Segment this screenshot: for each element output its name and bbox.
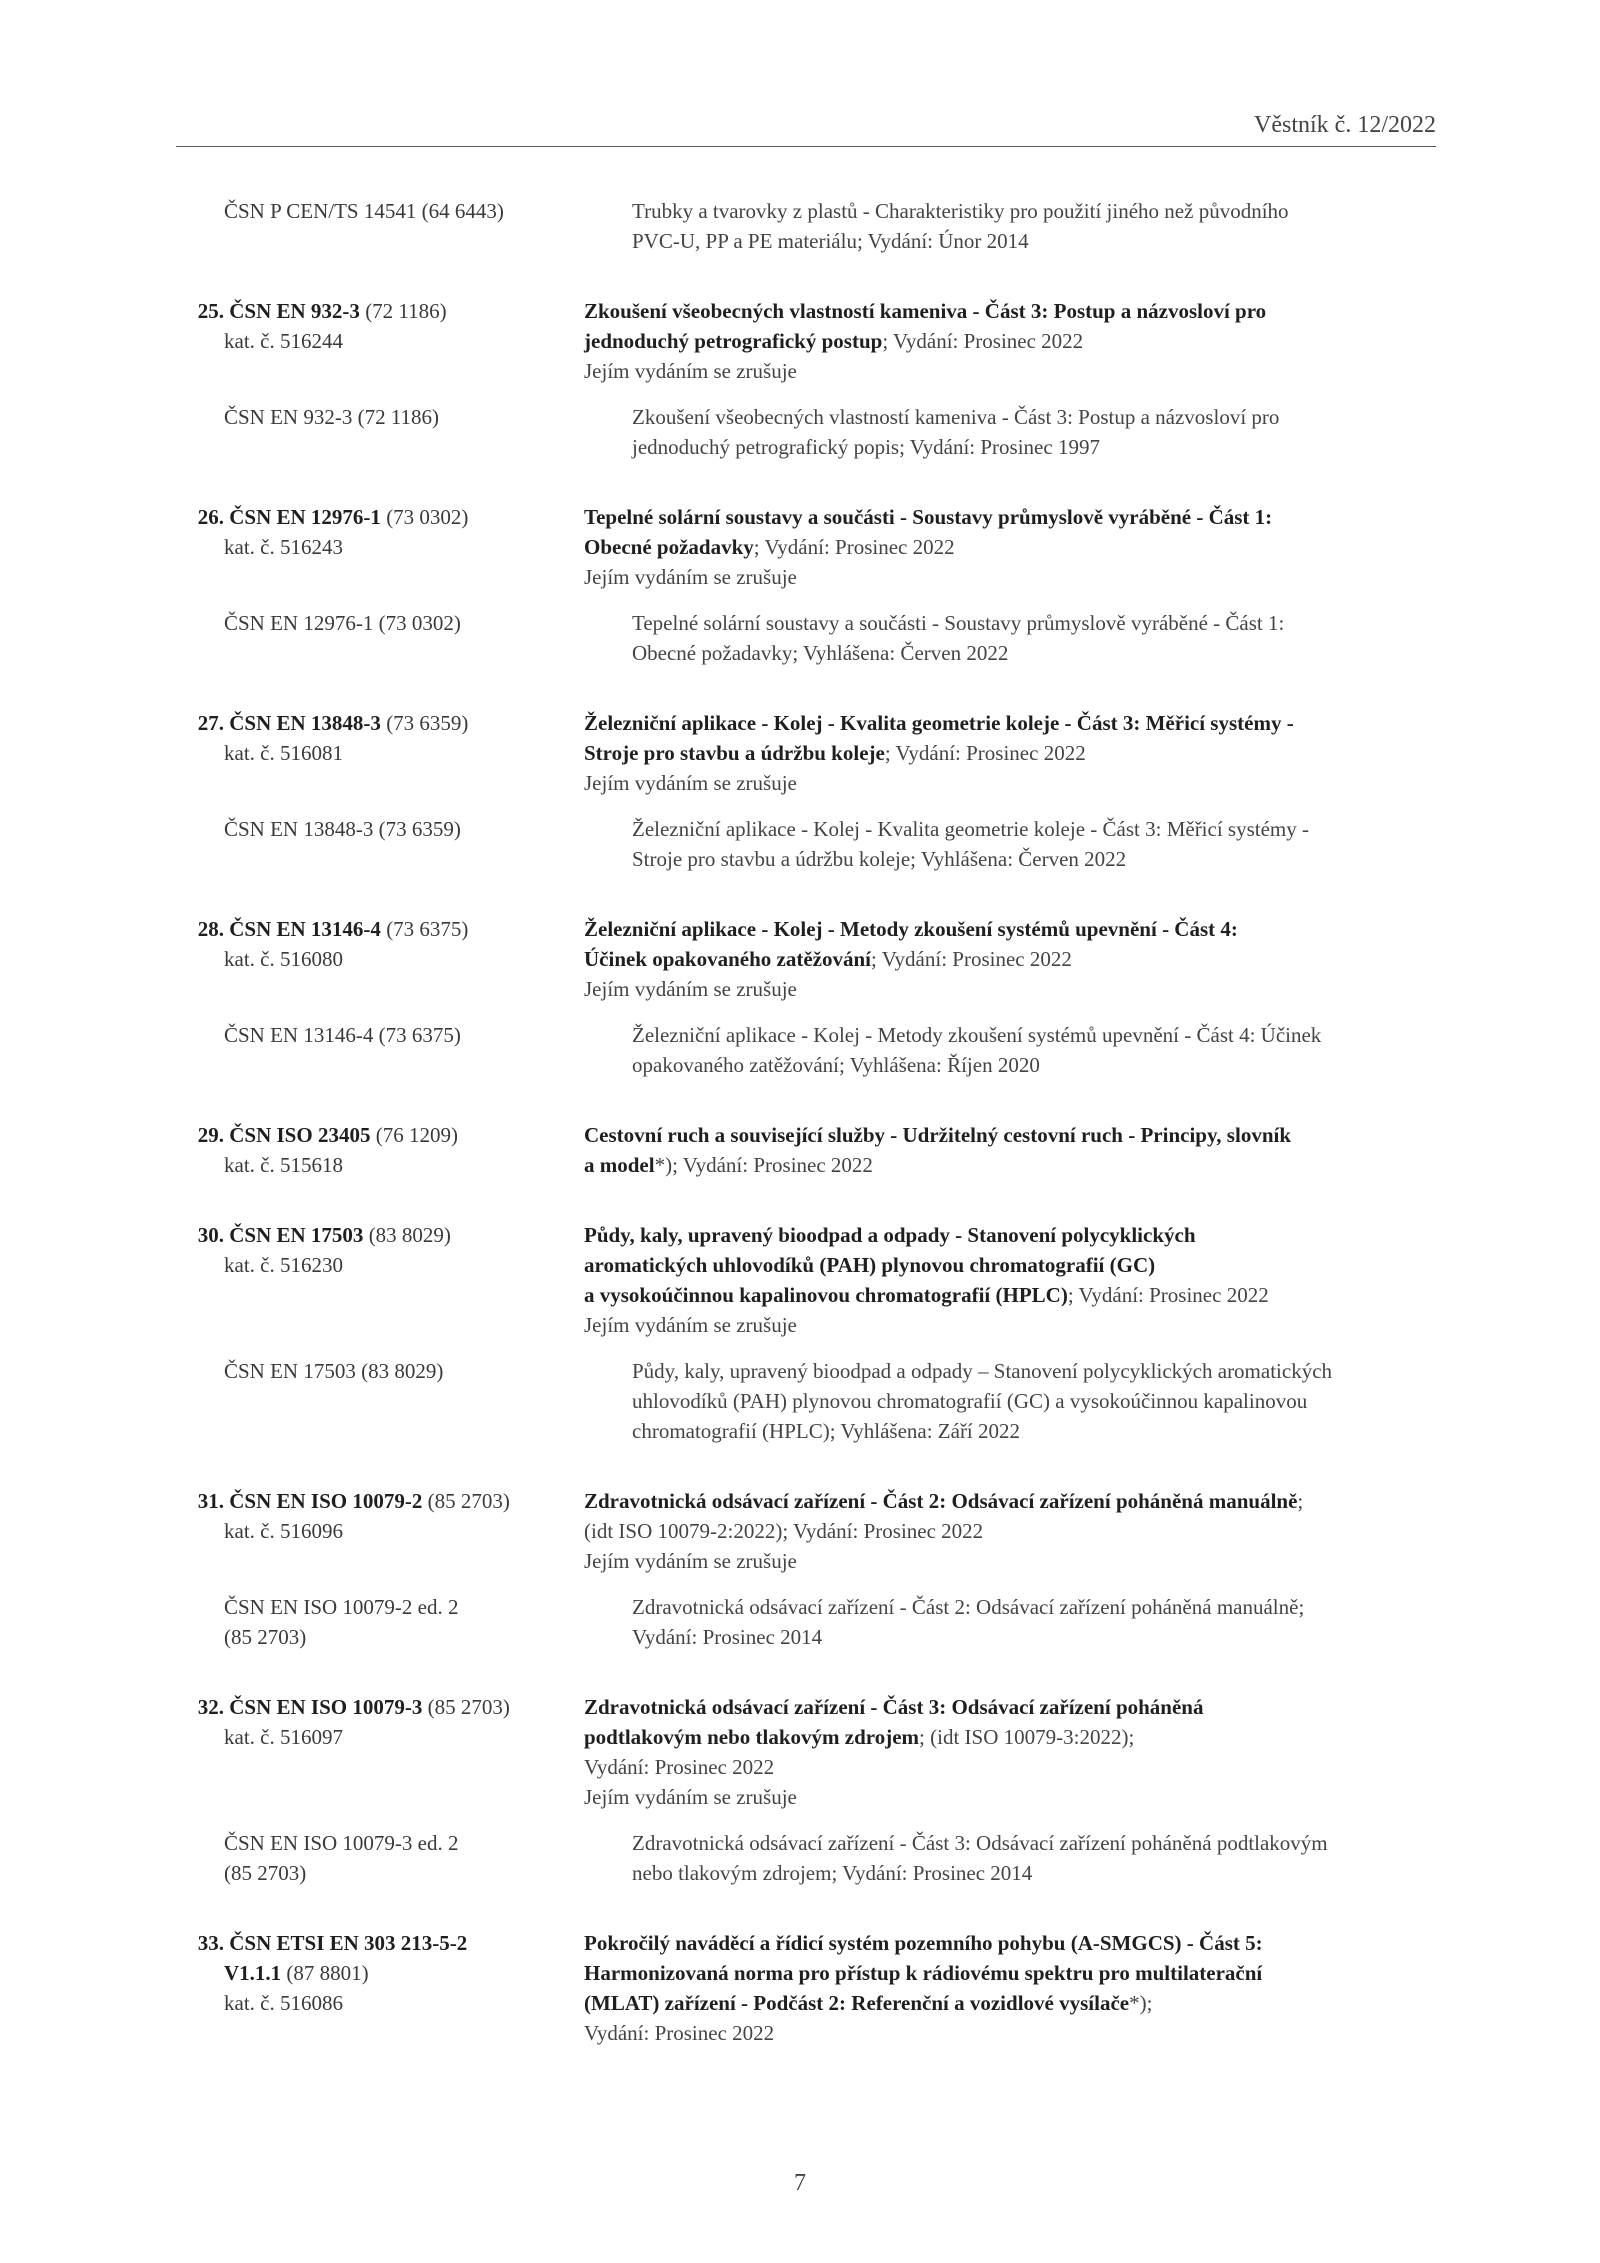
- standard-title: Cestovní ruch a související služby - Udržitelný cestovní ruch - Principy, slovník a model*); Vydání: Prosinec 2022: [584, 1123, 1292, 1177]
- standard-code: 32. ČSN EN ISO 10079-3 (85 2703) kat. č. 516097: [176, 1692, 584, 1812]
- entry-number: 25.: [197, 299, 224, 323]
- replaced-code: ČSN EN 12976-1 (73 0302): [224, 611, 461, 635]
- new-standard-row: [176, 296, 1436, 386]
- standard-title: Zdravotnická odsávací zařízení - Část 3: Odsávací zařízení poháněná podtlakovým nebo tlakovým zdrojem; (idt ISO 10079-3:2022); Vydání: Prosinec 2022 Jejím vydáním se zrušuje: [584, 1692, 1436, 1812]
- replaced-code: ČSN EN ISO 10079-3 ed. 2 (85 2703): [224, 1831, 459, 1885]
- entry-26: [176, 502, 1436, 668]
- new-standard-row: [176, 914, 1436, 1004]
- replaced-title: Železniční aplikace - Kolej - Kvalita geometrie koleje - Část 3: Měřicí systémy - Stroje pro stavbu a údržbu koleje; Vyhlášena: Červen 2022: [632, 817, 1310, 871]
- cancellation-note: Jejím vydáním se zrušuje: [584, 771, 797, 795]
- standard-code: ČSN P CEN/TS 14541 (64 6443): [224, 199, 504, 223]
- document-body: [176, 196, 1436, 2088]
- replaced-code: ČSN EN 13146-4 (73 6375): [224, 1023, 461, 1047]
- page-number: 7: [794, 2170, 806, 2196]
- catalog-number: kat. č. 516243: [224, 535, 343, 559]
- standard-title: Trubky a tvarovky z plastů - Charakteristiky pro použití jiného než původního PVC-U, PP a PE materiálu; Vydání: Únor 2014: [632, 199, 1289, 253]
- replaced-standard-row: [176, 1020, 1436, 1080]
- standard-code: 30. ČSN EN 17503 (83 8029) kat. č. 516230: [176, 1220, 584, 1340]
- replaced-standard-row: [176, 1828, 1436, 1888]
- entry-25: [176, 296, 1436, 462]
- entry-30: [176, 1220, 1436, 1446]
- replaced-standard-row: [176, 1356, 1436, 1446]
- catalog-number: kat. č. 515618: [224, 1153, 343, 1177]
- catalog-number: kat. č. 516096: [224, 1519, 343, 1543]
- catalog-number: kat. č. 516086: [224, 1991, 343, 2015]
- entry-number: 29.: [197, 1123, 224, 1147]
- standard-title: Zkoušení všeobecných vlastností kameniva - Část 3: Postup a názvosloví pro jednoduchý petrografický postup; Vydání: Prosinec 2022 Jejím vydáním se zrušuje: [584, 296, 1436, 386]
- entry-31: [176, 1486, 1436, 1652]
- cancellation-note: Jejím vydáním se zrušuje: [584, 359, 797, 383]
- standard-title: Půdy, kaly, upravený bioodpad a odpady - Stanovení polycyklických aromatických uhlovodíků (PAH) plynovou chromatografií (GC) a vysokoúčinnou kapalinovou chromatografií (HPLC); Vydání: Prosinec 2022 Jejím vydáním se zrušuje: [584, 1220, 1436, 1340]
- replaced-code: ČSN EN 13848-3 (73 6359): [224, 817, 461, 841]
- entry-number: 32.: [197, 1695, 224, 1719]
- standard-code: 28. ČSN EN 13146-4 (73 6375) kat. č. 516080: [176, 914, 584, 1004]
- replaced-code: ČSN EN 932-3 (72 1186): [224, 405, 440, 429]
- code-bold: ČSN EN 17503: [229, 1223, 364, 1247]
- standard-title: Tepelné solární soustavy a součásti - Soustavy průmyslově vyráběné - Část 1: Obecné požadavky; Vydání: Prosinec 2022 Jejím vydáním se zrušuje: [584, 502, 1436, 592]
- entry-28: [176, 914, 1436, 1080]
- standard-code: 26. ČSN EN 12976-1 (73 0302) kat. č. 516243: [176, 502, 584, 592]
- catalog-number: kat. č. 516230: [224, 1253, 343, 1277]
- code-bold: ČSN EN 12976-1: [229, 505, 381, 529]
- entry-27: [176, 708, 1436, 874]
- replaced-standard-row: [176, 402, 1436, 462]
- cancellation-note: Jejím vydáním se zrušuje: [584, 1785, 797, 1809]
- code-bold: ČSN EN ISO 10079-3: [229, 1695, 423, 1719]
- code-bold-version: V1.1.1: [224, 1961, 282, 1985]
- code-bold: ČSN EN 932-3: [229, 299, 360, 323]
- entry-number: 30.: [197, 1223, 224, 1247]
- standard-code: 27. ČSN EN 13848-3 (73 6359) kat. č. 516081: [176, 708, 584, 798]
- new-standard-row: [176, 502, 1436, 592]
- replaced-title: Železniční aplikace - Kolej - Metody zkoušení systémů upevnění - Část 4: Účinek opakovaného zatěžování; Vyhlášena: Říjen 2020: [632, 1023, 1322, 1077]
- new-standard-row: [176, 1486, 1436, 1576]
- standard-code: 33. ČSN ETSI EN 303 213-5-2 V1.1.1 (87 8801) kat. č. 516086: [176, 1928, 584, 2048]
- replaced-standard-row: [176, 1592, 1436, 1652]
- new-standard-row: [176, 1220, 1436, 1340]
- replaced-standard-row: [176, 196, 1436, 256]
- code-bold: ČSN ISO 23405: [229, 1123, 371, 1147]
- cancellation-note: Jejím vydáním se zrušuje: [584, 565, 797, 589]
- entry-number: 27.: [197, 711, 224, 735]
- catalog-number: kat. č. 516081: [224, 741, 343, 765]
- entry-number: 26.: [197, 505, 224, 529]
- code-bold: ČSN EN 13848-3: [229, 711, 381, 735]
- standard-code: 29. ČSN ISO 23405 (76 1209) kat. č. 515618: [176, 1120, 584, 1180]
- cancellation-note: Jejím vydáním se zrušuje: [584, 1549, 797, 1573]
- entry-32: [176, 1692, 1436, 1888]
- code-bold: ČSN ETSI EN 303 213-5-2: [229, 1931, 468, 1955]
- page-header: Věstník č. 12/2022: [1254, 112, 1436, 138]
- entry-number: 33.: [197, 1931, 224, 1955]
- header-divider: [176, 146, 1436, 147]
- standard-code: 25. ČSN EN 932-3 (72 1186) kat. č. 516244: [176, 296, 584, 386]
- cancellation-note: Jejím vydáním se zrušuje: [584, 1313, 797, 1337]
- entry-29: [176, 1120, 1436, 1180]
- entry-33: [176, 1928, 1436, 2048]
- replaced-code: ČSN EN ISO 10079-2 ed. 2 (85 2703): [224, 1595, 459, 1649]
- replaced-title: Zdravotnická odsávací zařízení - Část 2: Odsávací zařízení poháněná manuálně; Vydání: Prosinec 2014: [632, 1595, 1305, 1649]
- replaced-title: Zdravotnická odsávací zařízení - Část 3: Odsávací zařízení poháněná podtlakovým nebo tlakovým zdrojem; Vydání: Prosinec 2014: [632, 1831, 1328, 1885]
- entry-number: 31.: [197, 1489, 224, 1513]
- standard-title: Železniční aplikace - Kolej - Metody zkoušení systémů upevnění - Část 4: Účinek opakovaného zatěžování; Vydání: Prosinec 2022 Jejím vydáním se zrušuje: [584, 914, 1436, 1004]
- new-standard-row: [176, 1120, 1436, 1180]
- catalog-number: kat. č. 516080: [224, 947, 343, 971]
- catalog-number: kat. č. 516097: [224, 1725, 343, 1749]
- replaced-title: Zkoušení všeobecných vlastností kameniva - Část 3: Postup a názvosloví pro jednoduchý petrografický popis; Vydání: Prosinec 1997: [632, 405, 1280, 459]
- replaced-code: ČSN EN 17503 (83 8029): [224, 1359, 444, 1383]
- new-standard-row: [176, 708, 1436, 798]
- replaced-title: Tepelné solární soustavy a součásti - Soustavy průmyslově vyráběné - Část 1: Obecné požadavky; Vyhlášena: Červen 2022: [632, 611, 1285, 665]
- standard-title: Železniční aplikace - Kolej - Kvalita geometrie koleje - Část 3: Měřicí systémy - Stroje pro stavbu a údržbu koleje; Vydání: Prosinec 2022 Jejím vydáním se zrušuje: [584, 708, 1436, 798]
- entry-number: 28.: [197, 917, 224, 941]
- standard-title: Zdravotnická odsávací zařízení - Část 2: Odsávací zařízení poháněná manuálně; (idt ISO 10079-2:2022); Vydání: Prosinec 2022 Jejím vydáním se zrušuje: [584, 1486, 1436, 1576]
- entry-continuation: [176, 196, 1436, 256]
- replaced-standard-row: [176, 814, 1436, 874]
- standard-code: 31. ČSN EN ISO 10079-2 (85 2703) kat. č. 516096: [176, 1486, 584, 1576]
- new-standard-row: [176, 1928, 1436, 2048]
- code-bold: ČSN EN ISO 10079-2: [229, 1489, 423, 1513]
- replaced-title: Půdy, kaly, upravený bioodpad a odpady – Stanovení polycyklických aromatických uhlovodíků (PAH) plynovou chromatografií (GC) a vysokoúčinnou kapalinovou chromatografií (HPLC); Vyhlášena: Září 2022: [632, 1359, 1333, 1443]
- cancellation-note: Jejím vydáním se zrušuje: [584, 977, 797, 1001]
- code-bold: ČSN EN 13146-4: [229, 917, 381, 941]
- standard-title: Pokročilý naváděcí a řídicí systém pozemního pohybu (A-SMGCS) - Část 5: Harmonizovaná norma pro přístup k rádiovému spektru pro multilaterační (MLAT) zařízení - Podčást 2: Referenční a vozidlové vysílače*); Vydání: Prosinec 2022: [584, 1931, 1263, 2045]
- replaced-standard-row: [176, 608, 1436, 668]
- catalog-number: kat. č. 516244: [224, 329, 343, 353]
- new-standard-row: [176, 1692, 1436, 1812]
